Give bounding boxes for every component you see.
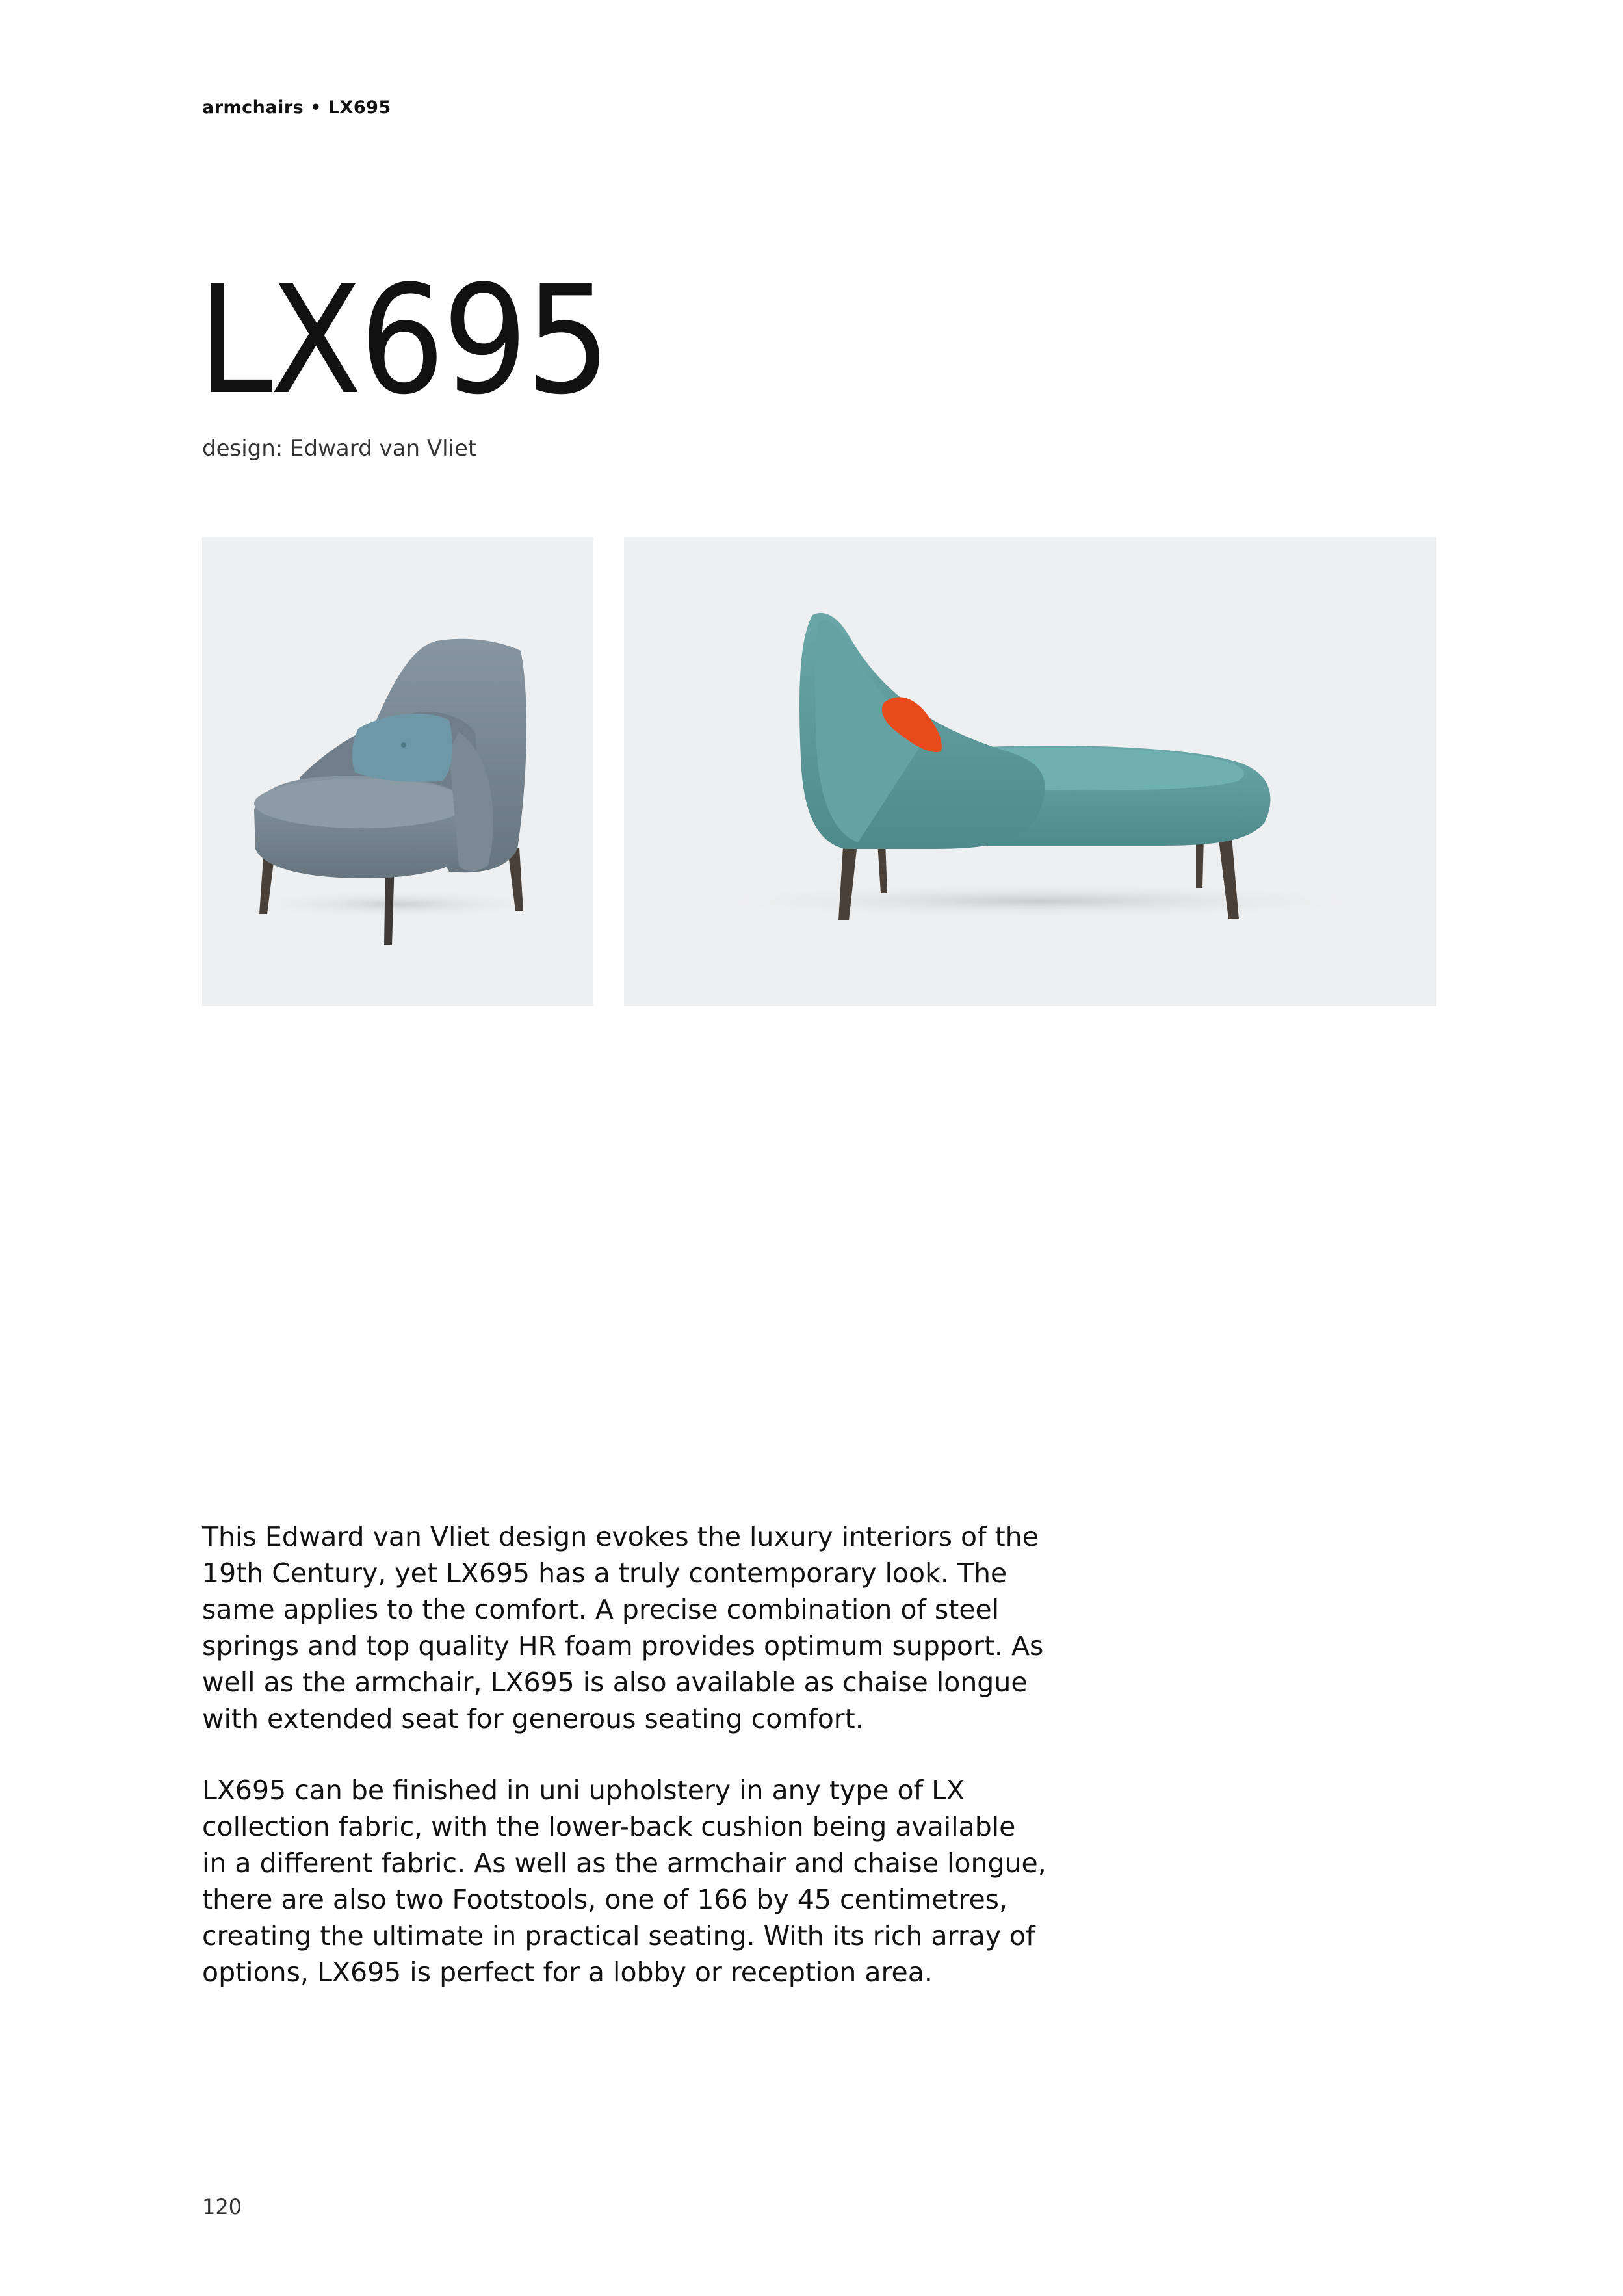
page-number: 120: [202, 2195, 242, 2219]
description-paragraph-1: This Edward van Vliet design evokes the luxury interiors of the 19th Century, yet LX695 has a truly contemporary look. The same applies to the comfort. A precise combination of steel springs and top quality HR foam provides optimum support. As well as the armchair, LX695 is also available as chaise longue with extended seat for generous seating comfort.: [202, 1521, 1044, 1734]
product-description: [202, 1519, 1047, 2026]
armchair-photo: [202, 537, 593, 1006]
chaise-longue-illustration: [624, 537, 1436, 1006]
page-title: LX695: [198, 254, 608, 428]
armchair-illustration: [202, 537, 593, 1006]
breadcrumb: armchairs • LX695: [202, 98, 391, 118]
description-paragraph-2: LX695 can be finished in uni upholstery in any type of LX collection fabric, with the lower-back cushion being available in a different fabric. As well as the armchair and chaise longue, there are also two Footstools, one of 166 by 45 centimetres, creating the ultimate in practical seating. With its rich array of options, LX695 is perfect for a lobby or reception area.: [202, 1775, 1046, 1988]
designer-credit: design: Edward van Vliet: [202, 436, 477, 462]
chaise-longue-photo: [624, 537, 1436, 1006]
